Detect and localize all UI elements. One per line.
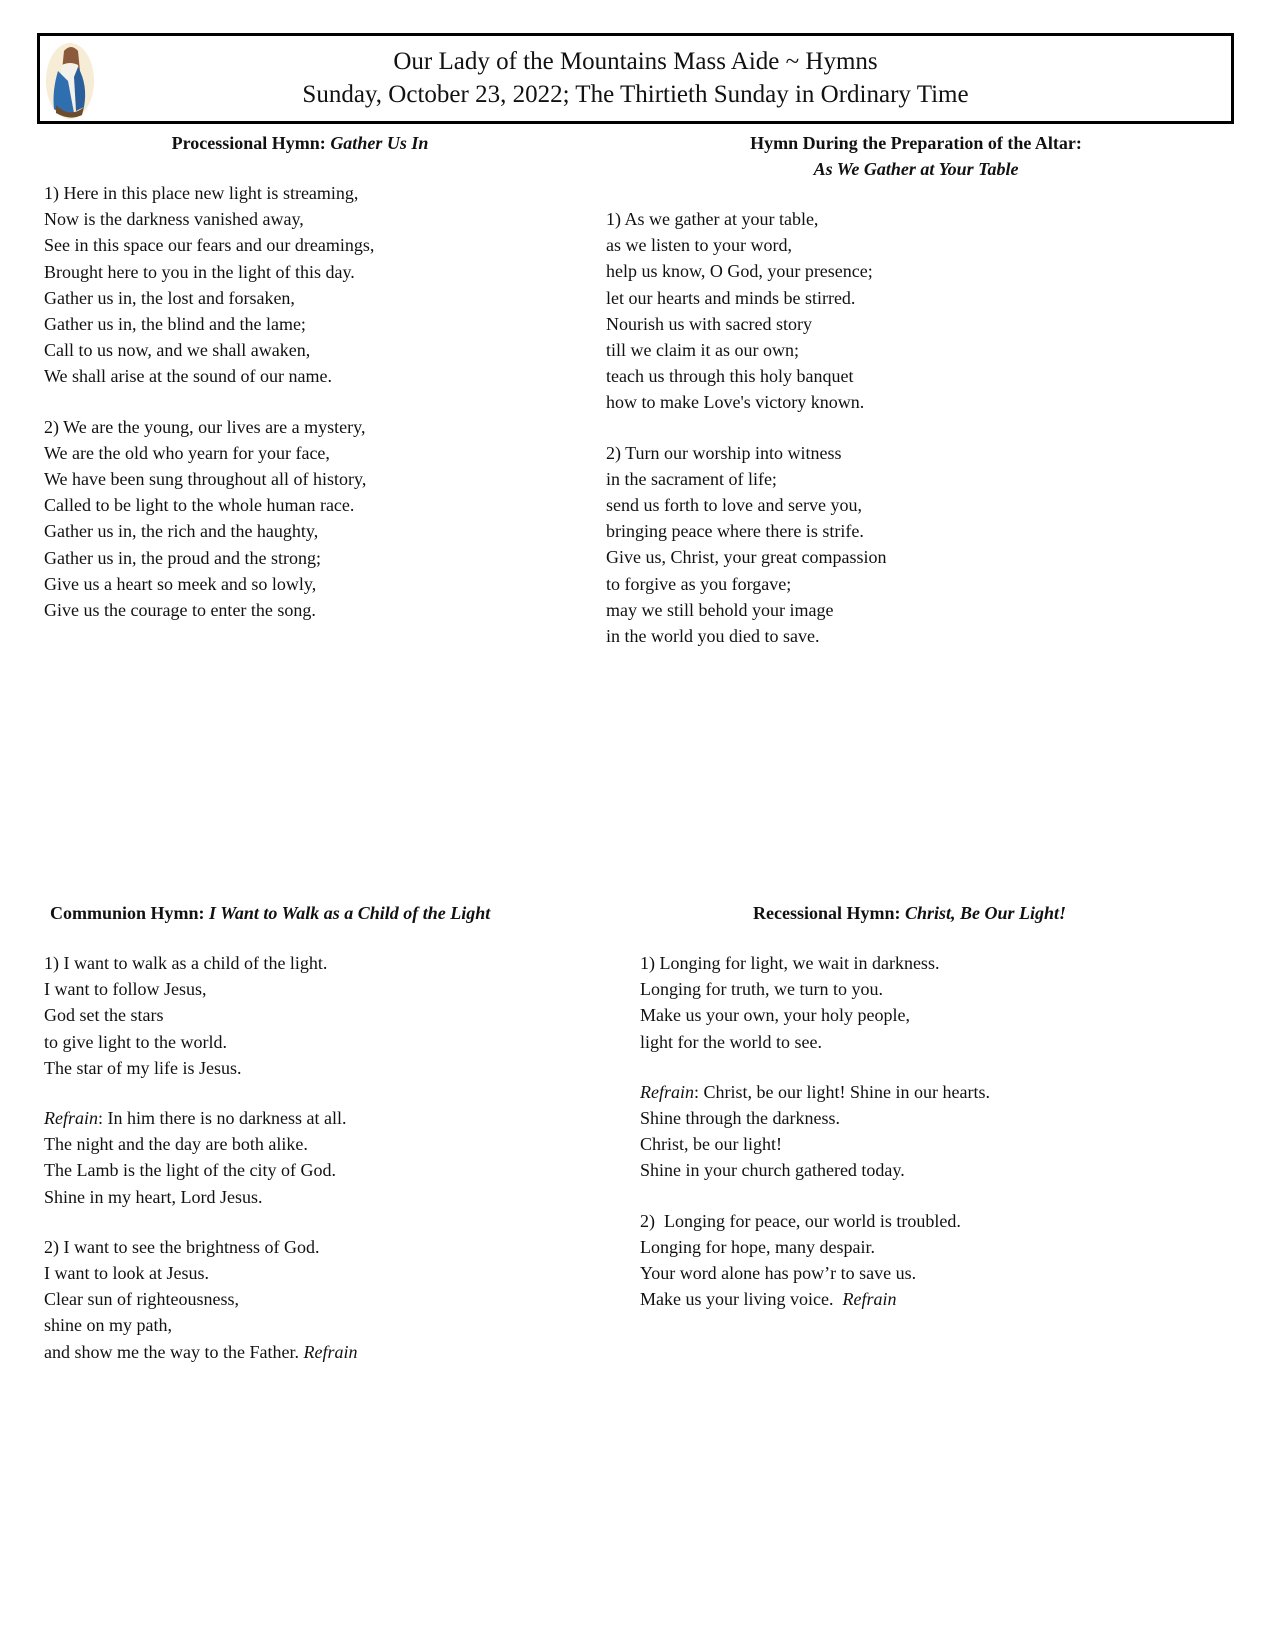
lyric-line: Christ, be our light!	[640, 1134, 782, 1155]
hymn-label: Hymn During the Preparation of the Altar:	[750, 133, 1082, 153]
header-box	[37, 33, 1234, 124]
lyric-line: till we claim it as our own;	[606, 340, 799, 361]
lyric-line: light for the world to see.	[640, 1031, 822, 1052]
lyric-line	[44, 1339, 574, 1365]
lyric-line: 2) Longing for peace, our world is troubled.	[640, 1210, 961, 1231]
hymn-title: Gather Us In	[330, 133, 429, 153]
verse-1	[44, 180, 556, 390]
verse-1	[640, 950, 1230, 1055]
refrain-label: Refrain	[44, 1108, 98, 1129]
lyric-line: I want to follow Jesus,	[44, 979, 207, 1000]
lyric-line: in the world you died to save.	[606, 626, 820, 647]
lyric-line: in the sacrament of life;	[606, 468, 777, 489]
lyric-line: bringing peace where there is strife.	[606, 521, 864, 542]
refrain-cue: Refrain	[303, 1341, 358, 1362]
lyric-text: Make us your living voice.	[640, 1289, 843, 1310]
lyric-line: may we still behold your image	[606, 599, 834, 620]
lyric-line: Shine through the darkness.	[640, 1108, 840, 1129]
refrain-text: : Christ, be our light! Shine in our hearts.	[694, 1081, 990, 1102]
lyric-line: Longing for truth, we turn to you.	[640, 979, 883, 1000]
processional-heading	[44, 130, 556, 156]
lyric-line	[640, 1079, 1230, 1105]
lyric-line: as we listen to your word,	[606, 235, 792, 256]
hymn-title: I Want to Walk as a Child of the Light	[209, 903, 491, 923]
lyric-line: Called to be light to the whole human race.	[44, 495, 355, 516]
lyric-line: Gather us in, the lost and forsaken,	[44, 287, 295, 308]
lyric-line: 2) I want to see the brightness of God.	[44, 1236, 320, 1257]
lyric-line: 1) Here in this place new light is streaming,	[44, 183, 359, 203]
lyric-line: let our hearts and minds be stirred.	[606, 287, 856, 308]
verse-2	[44, 1234, 574, 1365]
lyric-line: Gather us in, the proud and the strong;	[44, 547, 321, 568]
lyric-line: Give us a heart so meek and so lowly,	[44, 573, 317, 594]
lyric-line: 1) I want to walk as a child of the light.	[44, 953, 328, 973]
lyric-line: Shine in your church gathered today.	[640, 1160, 905, 1181]
lyric-line: Call to us now, and we shall awaken,	[44, 340, 311, 361]
lyric-line: We are the old who yearn for your face,	[44, 442, 330, 463]
lyric-line: 1) Longing for light, we wait in darkness.	[640, 953, 940, 973]
verse-1	[44, 950, 574, 1081]
lyric-line: The star of my life is Jesus.	[44, 1057, 242, 1078]
communion-heading	[50, 900, 574, 926]
lyric-line: Shine in my heart, Lord Jesus.	[44, 1186, 263, 1207]
refrain	[44, 1105, 574, 1210]
lyric-line: Gather us in, the blind and the lame;	[44, 314, 306, 335]
refrain-cue: Refrain	[842, 1289, 897, 1310]
refrain	[640, 1079, 1230, 1184]
verse-2	[606, 440, 1226, 650]
lyric-line: shine on my path,	[44, 1315, 172, 1336]
verse-2	[640, 1208, 1230, 1313]
lyric-line: The night and the day are both alike.	[44, 1134, 308, 1155]
recessional-heading	[753, 900, 1230, 926]
lyric-line: Gather us in, the rich and the haughty,	[44, 521, 319, 542]
lyric-line: to give light to the world.	[44, 1031, 227, 1052]
hymn-title: Christ, Be Our Light!	[905, 903, 1067, 923]
lyric-line: 2) Turn our worship into witness	[606, 442, 842, 463]
lyric-line: The Lamb is the light of the city of God.	[44, 1160, 336, 1181]
hymn-label: Processional Hymn:	[171, 133, 326, 153]
lyric-line: God set the stars	[44, 1005, 164, 1026]
lyric-line: teach us through this holy banquet	[606, 366, 854, 387]
lyric-line	[44, 1105, 574, 1131]
lyric-line: We have been sung throughout all of history,	[44, 469, 367, 490]
lyric-line: I want to look at Jesus.	[44, 1263, 209, 1284]
lyric-line	[640, 1286, 1230, 1312]
lyric-line: 2) We are the young, our lives are a mystery,	[44, 416, 366, 437]
hymn-label: Recessional Hymn:	[753, 903, 901, 923]
lyric-line: We shall arise at the sound of our name.	[44, 366, 332, 387]
verse-1	[606, 206, 1226, 416]
lyric-line: send us forth to love and serve you,	[606, 495, 862, 516]
lyric-line: how to make Love's victory known.	[606, 392, 865, 413]
refrain-label: Refrain	[640, 1081, 694, 1102]
hymn-title: As We Gather at Your Table	[813, 159, 1019, 179]
communion-hymn	[44, 900, 574, 1365]
lyric-line: Your word alone has pow’r to save us.	[640, 1263, 917, 1284]
preparation-heading	[606, 130, 1226, 182]
lyric-line: 1) As we gather at your table,	[606, 209, 819, 229]
processional-hymn	[44, 130, 556, 623]
lyric-line: Give us the courage to enter the song.	[44, 600, 316, 621]
document-subtitle: Sunday, October 23, 2022; The Thirtieth Sunday in Ordinary Time	[302, 81, 969, 108]
lyric-line: Now is the darkness vanished away,	[44, 209, 304, 230]
lyric-line: Give us, Christ, your great compassion	[606, 547, 887, 568]
refrain-text: : In him there is no darkness at all.	[98, 1108, 347, 1129]
lyric-line: help us know, O God, your presence;	[606, 261, 873, 282]
verse-2	[44, 414, 556, 624]
lyric-line: Brought here to you in the light of this day.	[44, 261, 355, 282]
recessional-hymn	[640, 900, 1230, 1312]
lyric-line: Clear sun of righteousness,	[44, 1289, 239, 1310]
lyric-line: to forgive as you forgave;	[606, 573, 792, 594]
lyric-line: Longing for hope, many despair.	[640, 1236, 875, 1257]
preparation-hymn	[606, 130, 1226, 649]
document-title: Our Lady of the Mountains Mass Aide ~ Hymns	[393, 48, 878, 75]
lyric-text: and show me the way to the Father.	[44, 1341, 304, 1362]
lyric-line: Nourish us with sacred story	[606, 313, 812, 334]
lyric-line: Make us your own, your holy people,	[640, 1005, 910, 1026]
lyric-line: See in this space our fears and our dreamings,	[44, 235, 375, 256]
hymn-label: Communion Hymn:	[50, 903, 205, 923]
